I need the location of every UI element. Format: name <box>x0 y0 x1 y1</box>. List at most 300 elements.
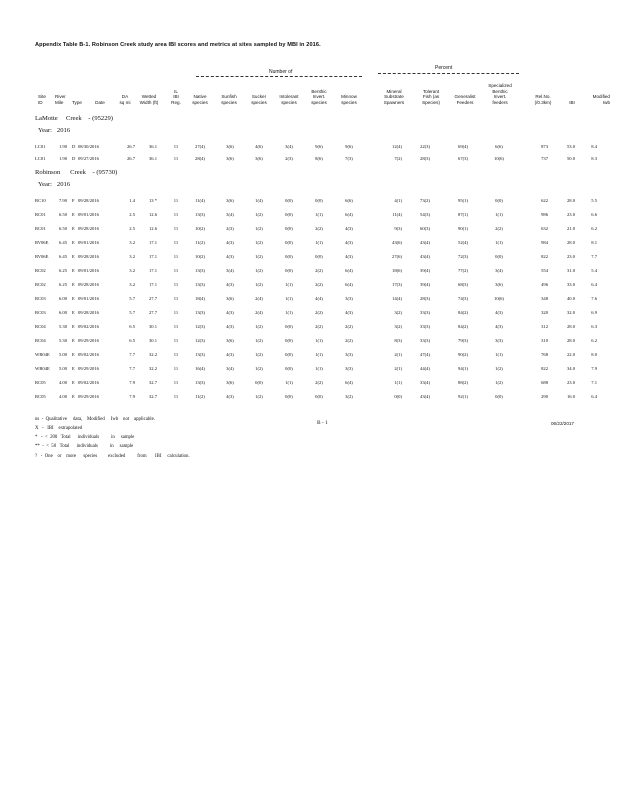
cell-drainage-area: 26.7 <box>126 144 135 149</box>
cell-intolerant-species: 2(3) <box>285 156 293 161</box>
cell-site-id: RC01 <box>35 226 46 231</box>
cell-ibi-region: 11 <box>173 366 179 371</box>
cell-relative-number: 822 <box>541 254 548 259</box>
cell-native-species: 13(3) <box>195 310 205 315</box>
cell-sunfish-species: 3(6) <box>226 380 234 385</box>
col-header-reg: IL IBI Reg. <box>171 88 181 105</box>
cell-drainage-area: 6.5 <box>129 324 135 329</box>
cell-type: E <box>72 366 75 371</box>
cell-relative-number: 984 <box>541 240 548 245</box>
cell-benthic-species: 1(1) <box>315 338 323 343</box>
cell-drainage-area: 2.5 <box>129 212 135 217</box>
cell-river-mile: 6.00 <box>58 296 67 301</box>
cell-minnow-species: 6(4) <box>345 212 353 217</box>
cell-sucker-species: 1(2) <box>255 366 263 371</box>
cell-relative-number: 348 <box>541 296 548 301</box>
cell-ibi-score: 16.0 <box>566 394 575 399</box>
col-header-intolerant: Intolerant species <box>279 94 299 105</box>
print-date: 06/22/2017 <box>551 421 574 426</box>
col-header-mineral: Mineral Substrate Spawners <box>383 88 405 105</box>
cell-type: E <box>72 240 75 245</box>
cell-ibi-region: 11 <box>173 352 179 357</box>
cell-native-species: 28(4) <box>195 156 205 161</box>
cell-wetted-width: 32.2 <box>148 352 157 357</box>
cell-ibi-region: 11 <box>173 226 179 231</box>
cell-wetted-width: 27.7 <box>148 310 157 315</box>
cell-sunfish-species: 3(4) <box>226 366 234 371</box>
cell-site-id: RV06E <box>35 240 49 245</box>
cell-river-mile: 1.90 <box>58 156 67 161</box>
cell-site-id: RC02 <box>35 268 46 273</box>
cell-native-species: 10(2) <box>195 226 205 231</box>
cell-modified-iwb: 5.4 <box>591 268 597 273</box>
cell-river-mile: 6.00 <box>58 310 67 315</box>
cell-sucker-species: 2(4) <box>255 296 263 301</box>
cell-tolerant-fish: 33(3) <box>420 338 430 343</box>
cell-generalist-feeders: 92(1) <box>458 394 468 399</box>
footnote: ** - < 50 Total individuals in sample <box>35 444 134 449</box>
cell-site-id: RC01 <box>35 212 46 217</box>
cell-minnow-species: 6(6) <box>345 198 353 203</box>
cell-sunfish-species: 4(3) <box>226 240 234 245</box>
cell-ibi-region: 11 <box>173 144 179 149</box>
cell-relative-number: 496 <box>541 282 548 287</box>
cell-benthic-species: 2(2) <box>315 310 323 315</box>
cell-type: E <box>72 212 75 217</box>
cell-minnow-species: 4(3) <box>345 226 353 231</box>
col-header-river-mile: River Mile <box>55 94 66 105</box>
cell-benthic-species: 0(0) <box>315 394 323 399</box>
cell-ibi-region: 11 <box>173 212 179 217</box>
cell-intolerant-species: 1(1) <box>285 310 293 315</box>
cell-generalist-feeders: 84(2) <box>458 324 468 329</box>
cell-sunfish-species: 4(3) <box>226 282 234 287</box>
footnote: * - < 200 Total individuals in sample <box>35 435 135 440</box>
cell-wetted-width: 17.1 <box>148 282 157 287</box>
cell-type: D <box>72 156 76 161</box>
cell-type: E <box>72 268 75 273</box>
cell-modified-iwb: 6.6 <box>591 212 597 217</box>
cell-modified-iwb: 8.1 <box>591 240 597 245</box>
cell-benthic-species: 2(2) <box>315 226 323 231</box>
cell-specialized-feeders: 3(3) <box>495 338 503 343</box>
cell-minnow-species: 2(2) <box>345 338 353 343</box>
cell-intolerant-species: 0(0) <box>285 226 293 231</box>
cell-modified-iwb: 8.4 <box>591 144 597 149</box>
section-title: Robinson Creek - (95730) <box>35 169 118 176</box>
col-header-native: Native species <box>192 94 208 105</box>
cell-sunfish-species: 4(3) <box>226 394 234 399</box>
cell-mineral-spawners: 0(0) <box>394 394 402 399</box>
cell-modified-iwb: 6.9 <box>591 310 597 315</box>
cell-wetted-width: 32.2 <box>148 366 157 371</box>
cell-generalist-feeders: 74(3) <box>458 296 468 301</box>
cell-river-mile: 6.25 <box>58 268 67 273</box>
cell-modified-iwb: 8.0 <box>591 352 597 357</box>
cell-sucker-species: 1(2) <box>255 240 263 245</box>
cell-generalist-feeders: 95(1) <box>458 198 468 203</box>
cell-generalist-feeders: 68(3) <box>458 282 468 287</box>
cell-tolerant-fish: 43(4) <box>420 240 430 245</box>
cell-date: 09/01/2016 <box>78 212 99 217</box>
table-row <box>0 324 618 334</box>
cell-date: 09/27/2016 <box>78 156 99 161</box>
cell-river-mile: 6.25 <box>58 282 67 287</box>
cell-sucker-species: 1(2) <box>255 212 263 217</box>
cell-specialized-feeders: 1(1) <box>495 212 503 217</box>
cell-ibi-score: 28.0 <box>566 338 575 343</box>
col-header-sucker: Sucker species <box>251 94 267 105</box>
cell-specialized-feeders: 10(6) <box>494 156 504 161</box>
cell-drainage-area: 6.5 <box>129 338 135 343</box>
cell-ibi-region: 11 <box>173 296 179 301</box>
cell-river-mile: 6.50 <box>58 212 67 217</box>
cell-relative-number: 310 <box>541 338 548 343</box>
cell-ibi-region: 11 <box>173 156 179 161</box>
footnote: ? - One or more species excluded from IBI calculation. <box>35 454 190 459</box>
table-row <box>0 338 618 348</box>
cell-native-species: 13(3) <box>195 282 205 287</box>
cell-sunfish-species: 3(6) <box>226 198 234 203</box>
cell-specialized-feeders: 3(4) <box>495 268 503 273</box>
cell-relative-number: 632 <box>541 226 548 231</box>
cell-ibi-score: 28.0 <box>566 240 575 245</box>
col-header-minnow: Minnow species <box>341 94 357 105</box>
cell-sucker-species: 3(6) <box>255 156 263 161</box>
cell-intolerant-species: 0(0) <box>285 366 293 371</box>
cell-river-mile: 5.30 <box>58 338 67 343</box>
cell-ibi-score: 21.0 <box>566 226 575 231</box>
cell-ibi-score: 34.0 <box>566 366 575 371</box>
group-rule-percent <box>378 73 519 74</box>
cell-mineral-spawners: 7(2) <box>394 156 402 161</box>
cell-date: 09/28/2016 <box>78 282 99 287</box>
cell-sucker-species: 1(2) <box>255 282 263 287</box>
cell-wetted-width: 12.6 <box>148 226 157 231</box>
cell-river-mile: 5.00 <box>58 352 67 357</box>
cell-ibi-score: 31.0 <box>566 268 575 273</box>
cell-ibi-region: 11 <box>173 254 179 259</box>
cell-sucker-species: 1(2) <box>255 254 263 259</box>
cell-drainage-area: 1.4 <box>129 198 135 203</box>
cell-mineral-spawners: 9(3) <box>394 226 402 231</box>
cell-modified-iwb: 7.6 <box>591 296 597 301</box>
cell-sucker-species: 1(2) <box>255 226 263 231</box>
table-row <box>0 380 618 390</box>
year-label: Year: 2016 <box>38 181 71 188</box>
cell-type: E <box>72 338 75 343</box>
cell-benthic-species: 2(2) <box>315 268 323 273</box>
cell-minnow-species: 3(3) <box>345 352 353 357</box>
cell-type: E <box>72 282 75 287</box>
cell-site-id: WR04E <box>35 366 50 371</box>
cell-intolerant-species: 0(0) <box>285 254 293 259</box>
cell-ibi-score: 33.0 <box>566 282 575 287</box>
cell-intolerant-species: 1(1) <box>285 380 293 385</box>
cell-mineral-spawners: 12(4) <box>392 144 402 149</box>
cell-date: 09/02/2016 <box>78 380 99 385</box>
col-header-ibi: IBI <box>569 99 575 105</box>
cell-generalist-feeders: 79(3) <box>458 338 468 343</box>
cell-generalist-feeders: 94(1) <box>458 366 468 371</box>
cell-minnow-species: 9(6) <box>345 144 353 149</box>
cell-wetted-width: 17.1 <box>148 240 157 245</box>
cell-type: D <box>72 144 76 149</box>
cell-specialized-feeders: 1(1) <box>495 352 503 357</box>
cell-date: 09/28/2016 <box>78 310 99 315</box>
col-header-da: DA sq mi <box>119 94 131 105</box>
cell-sucker-species: 2(4) <box>255 310 263 315</box>
section-title: LaMotte Creek - (95229) <box>35 115 114 122</box>
cell-benthic-species: 2(2) <box>315 282 323 287</box>
cell-date: 09/01/2016 <box>78 240 99 245</box>
year-label: Year: 2016 <box>38 127 71 134</box>
cell-tolerant-fish: 28(3) <box>420 296 430 301</box>
cell-mineral-spawners: 8(3) <box>394 338 402 343</box>
cell-sunfish-species: 4(3) <box>226 310 234 315</box>
cell-sunfish-species: 3(4) <box>226 212 234 217</box>
cell-minnow-species: 6(4) <box>345 268 353 273</box>
cell-intolerant-species: 0(0) <box>285 338 293 343</box>
cell-relative-number: 290 <box>541 394 548 399</box>
cell-mineral-spawners: 17(3) <box>392 282 402 287</box>
cell-sunfish-species: 3(6) <box>226 144 234 149</box>
cell-intolerant-species: 0(0) <box>285 352 293 357</box>
table-row <box>0 366 618 376</box>
cell-specialized-feeders: 1(1) <box>495 240 503 245</box>
cell-site-id: RC04 <box>35 324 46 329</box>
cell-relative-number: 768 <box>541 352 548 357</box>
cell-ibi-region: 11 <box>173 268 179 273</box>
cell-site-id: RC05 <box>35 380 46 385</box>
cell-relative-number: 320 <box>541 310 548 315</box>
cell-river-mile: 1.90 <box>58 144 67 149</box>
cell-sucker-species: 0(0) <box>255 380 263 385</box>
cell-minnow-species: 3(3) <box>345 366 353 371</box>
cell-tolerant-fish: 28(3) <box>420 156 430 161</box>
table-row <box>0 240 618 250</box>
cell-specialized-feeders: 6(6) <box>495 144 503 149</box>
cell-wetted-width: 13 * <box>148 198 157 203</box>
cell-benthic-species: 1(1) <box>315 212 323 217</box>
group-label-percent: Percent <box>435 65 453 71</box>
cell-ibi-score: 50.0 <box>566 156 575 161</box>
cell-mineral-spawners: 14(4) <box>392 296 402 301</box>
cell-modified-iwb: 8.3 <box>591 156 597 161</box>
cell-ibi-region: 11 <box>173 198 179 203</box>
group-label-number-of: Number of <box>269 69 293 75</box>
cell-sunfish-species: 2(3) <box>226 226 234 231</box>
cell-wetted-width: 27.7 <box>148 296 157 301</box>
col-header-tolerant: Tolerant Fish (as Species) <box>422 88 440 105</box>
cell-drainage-area: 2.5 <box>129 226 135 231</box>
cell-native-species: 13(3) <box>195 352 205 357</box>
cell-wetted-width: 17.1 <box>148 268 157 273</box>
cell-mineral-spawners: 18(6) <box>392 268 402 273</box>
table-row <box>0 352 618 362</box>
cell-date: 09/29/2016 <box>78 338 99 343</box>
cell-drainage-area: 7.9 <box>129 380 135 385</box>
cell-ibi-region: 11 <box>173 324 179 329</box>
cell-benthic-species: 0(0) <box>315 254 323 259</box>
cell-relative-number: 822 <box>541 366 548 371</box>
cell-site-id: LC01 <box>35 144 46 149</box>
cell-benthic-species: 8(6) <box>315 156 323 161</box>
cell-sucker-species: 4(6) <box>255 144 263 149</box>
cell-minnow-species: 4(3) <box>345 310 353 315</box>
cell-drainage-area: 3.2 <box>129 240 135 245</box>
cell-modified-iwb: 6.2 <box>591 338 597 343</box>
cell-ibi-region: 11 <box>173 240 179 245</box>
cell-generalist-feeders: 87(1) <box>458 212 468 217</box>
cell-ibi-score: 28.0 <box>566 324 575 329</box>
cell-ibi-score: 23.0 <box>566 380 575 385</box>
cell-river-mile: 4.00 <box>58 380 67 385</box>
cell-river-mile: 6.45 <box>58 254 67 259</box>
cell-minnow-species: 6(4) <box>345 282 353 287</box>
cell-generalist-feeders: 69(4) <box>458 144 468 149</box>
cell-tolerant-fish: 43(4) <box>420 254 430 259</box>
cell-native-species: 13(3) <box>195 268 205 273</box>
cell-mineral-spawners: 2(1) <box>394 352 402 357</box>
cell-date: 09/02/2016 <box>78 352 99 357</box>
cell-mineral-spawners: 3(2) <box>394 310 402 315</box>
cell-sucker-species: 1(2) <box>255 324 263 329</box>
cell-site-id: RC02 <box>35 282 46 287</box>
table-row <box>0 226 618 236</box>
cell-date: 09/28/2016 <box>78 198 99 203</box>
cell-benthic-species: 1(1) <box>315 352 323 357</box>
group-rule-number-of <box>196 76 362 77</box>
cell-specialized-feeders: 4(3) <box>495 310 503 315</box>
table-row <box>0 156 618 166</box>
cell-date: 09/28/2016 <box>78 226 99 231</box>
cell-ibi-score: 23.0 <box>566 254 575 259</box>
cell-specialized-feeders: 2(2) <box>495 226 503 231</box>
cell-intolerant-species: 0(0) <box>285 268 293 273</box>
cell-tolerant-fish: 47(4) <box>420 352 430 357</box>
cell-relative-number: 554 <box>541 268 548 273</box>
cell-minnow-species: 3(3) <box>345 296 353 301</box>
cell-type: E <box>72 296 75 301</box>
cell-wetted-width: 12.6 <box>148 212 157 217</box>
cell-specialized-feeders: 4(3) <box>495 324 503 329</box>
cell-ibi-region: 11 <box>173 310 179 315</box>
cell-drainage-area: 7.7 <box>129 366 135 371</box>
table-row <box>0 268 618 278</box>
cell-sunfish-species: 4(3) <box>226 254 234 259</box>
cell-mineral-spawners: 27(6) <box>392 254 402 259</box>
cell-tolerant-fish: 33(3) <box>420 310 430 315</box>
cell-benthic-species: 2(2) <box>315 324 323 329</box>
cell-tolerant-fish: 33(4) <box>420 380 430 385</box>
table-row <box>0 282 618 292</box>
cell-river-mile: 6.45 <box>58 240 67 245</box>
cell-sunfish-species: 3(6) <box>226 296 234 301</box>
cell-sunfish-species: 4(3) <box>226 352 234 357</box>
cell-generalist-feeders: 77(2) <box>458 268 468 273</box>
cell-site-id: WR04E <box>35 352 50 357</box>
col-header-site-id: Site ID <box>38 94 46 105</box>
col-header-generalist: Generalist Feeders <box>454 94 476 105</box>
cell-ibi-region: 11 <box>173 394 179 399</box>
cell-modified-iwb: 7.7 <box>591 254 597 259</box>
cell-generalist-feeders: 90(1) <box>458 226 468 231</box>
cell-specialized-feeders: 0(0) <box>495 394 503 399</box>
cell-minnow-species: 3(2) <box>345 394 353 399</box>
cell-modified-iwb: 5.5 <box>591 198 597 203</box>
cell-benthic-species: 2(2) <box>315 380 323 385</box>
cell-generalist-feeders: 90(2) <box>458 352 468 357</box>
cell-mineral-spawners: 1(1) <box>394 380 402 385</box>
cell-wetted-width: 32.7 <box>148 394 157 399</box>
cell-modified-iwb: 7.1 <box>591 380 597 385</box>
cell-benthic-species: 1(1) <box>315 240 323 245</box>
cell-drainage-area: 7.9 <box>129 394 135 399</box>
cell-native-species: 13(3) <box>195 380 205 385</box>
cell-specialized-feeders: 0(0) <box>495 254 503 259</box>
cell-wetted-width: 30.1 <box>148 338 157 343</box>
cell-relative-number: 312 <box>541 324 548 329</box>
cell-type: E <box>72 380 75 385</box>
cell-mineral-spawners: 3(2) <box>394 324 402 329</box>
cell-minnow-species: 7(3) <box>345 156 353 161</box>
cell-relative-number: 986 <box>541 212 548 217</box>
cell-sucker-species: 1(2) <box>255 394 263 399</box>
col-header-specialized: Specialized Benthic Invert. feeders <box>488 83 512 105</box>
cell-date: 09/29/2016 <box>78 366 99 371</box>
cell-native-species: 13(3) <box>195 212 205 217</box>
cell-relative-number: 688 <box>541 380 548 385</box>
cell-native-species: 27(4) <box>195 144 205 149</box>
cell-type: E <box>72 324 75 329</box>
cell-modified-iwb: 6.4 <box>591 282 597 287</box>
cell-specialized-feeders: 1(2) <box>495 366 503 371</box>
col-header-date: Date <box>95 99 105 105</box>
cell-modified-iwb: 7.9 <box>591 366 597 371</box>
cell-generalist-feeders: 72(3) <box>458 254 468 259</box>
cell-native-species: 10(2) <box>195 254 205 259</box>
cell-date: 09/01/2016 <box>78 296 99 301</box>
cell-type: E <box>72 394 75 399</box>
cell-benthic-species: 0(0) <box>315 198 323 203</box>
cell-sunfish-species: 4(3) <box>226 324 234 329</box>
cell-date: 08/30/2016 <box>78 144 99 149</box>
cell-type: F <box>72 198 75 203</box>
cell-native-species: 16(4) <box>195 366 205 371</box>
cell-benthic-species: 9(6) <box>315 144 323 149</box>
cell-river-mile: 6.50 <box>58 226 67 231</box>
cell-sucker-species: 1(2) <box>255 268 263 273</box>
cell-specialized-feeders: 1(2) <box>495 380 503 385</box>
cell-type: E <box>72 254 75 259</box>
cell-sunfish-species: 3(6) <box>226 156 234 161</box>
cell-ibi-score: 32.0 <box>566 310 575 315</box>
cell-date: 09/02/2016 <box>78 324 99 329</box>
cell-tolerant-fish: 54(3) <box>420 212 430 217</box>
table-row <box>0 198 618 208</box>
cell-drainage-area: 5.7 <box>129 296 135 301</box>
col-header-relno: Rel.No. (/0.3km) <box>534 94 552 105</box>
cell-drainage-area: 5.7 <box>129 310 135 315</box>
cell-mineral-spawners: 43(6) <box>392 240 402 245</box>
cell-wetted-width: 32.7 <box>148 380 157 385</box>
cell-relative-number: 622 <box>541 198 548 203</box>
cell-sucker-species: 1(2) <box>255 338 263 343</box>
cell-ibi-region: 11 <box>173 380 179 385</box>
cell-specialized-feeders: 0(0) <box>495 198 503 203</box>
cell-specialized-feeders: 3(6) <box>495 282 503 287</box>
